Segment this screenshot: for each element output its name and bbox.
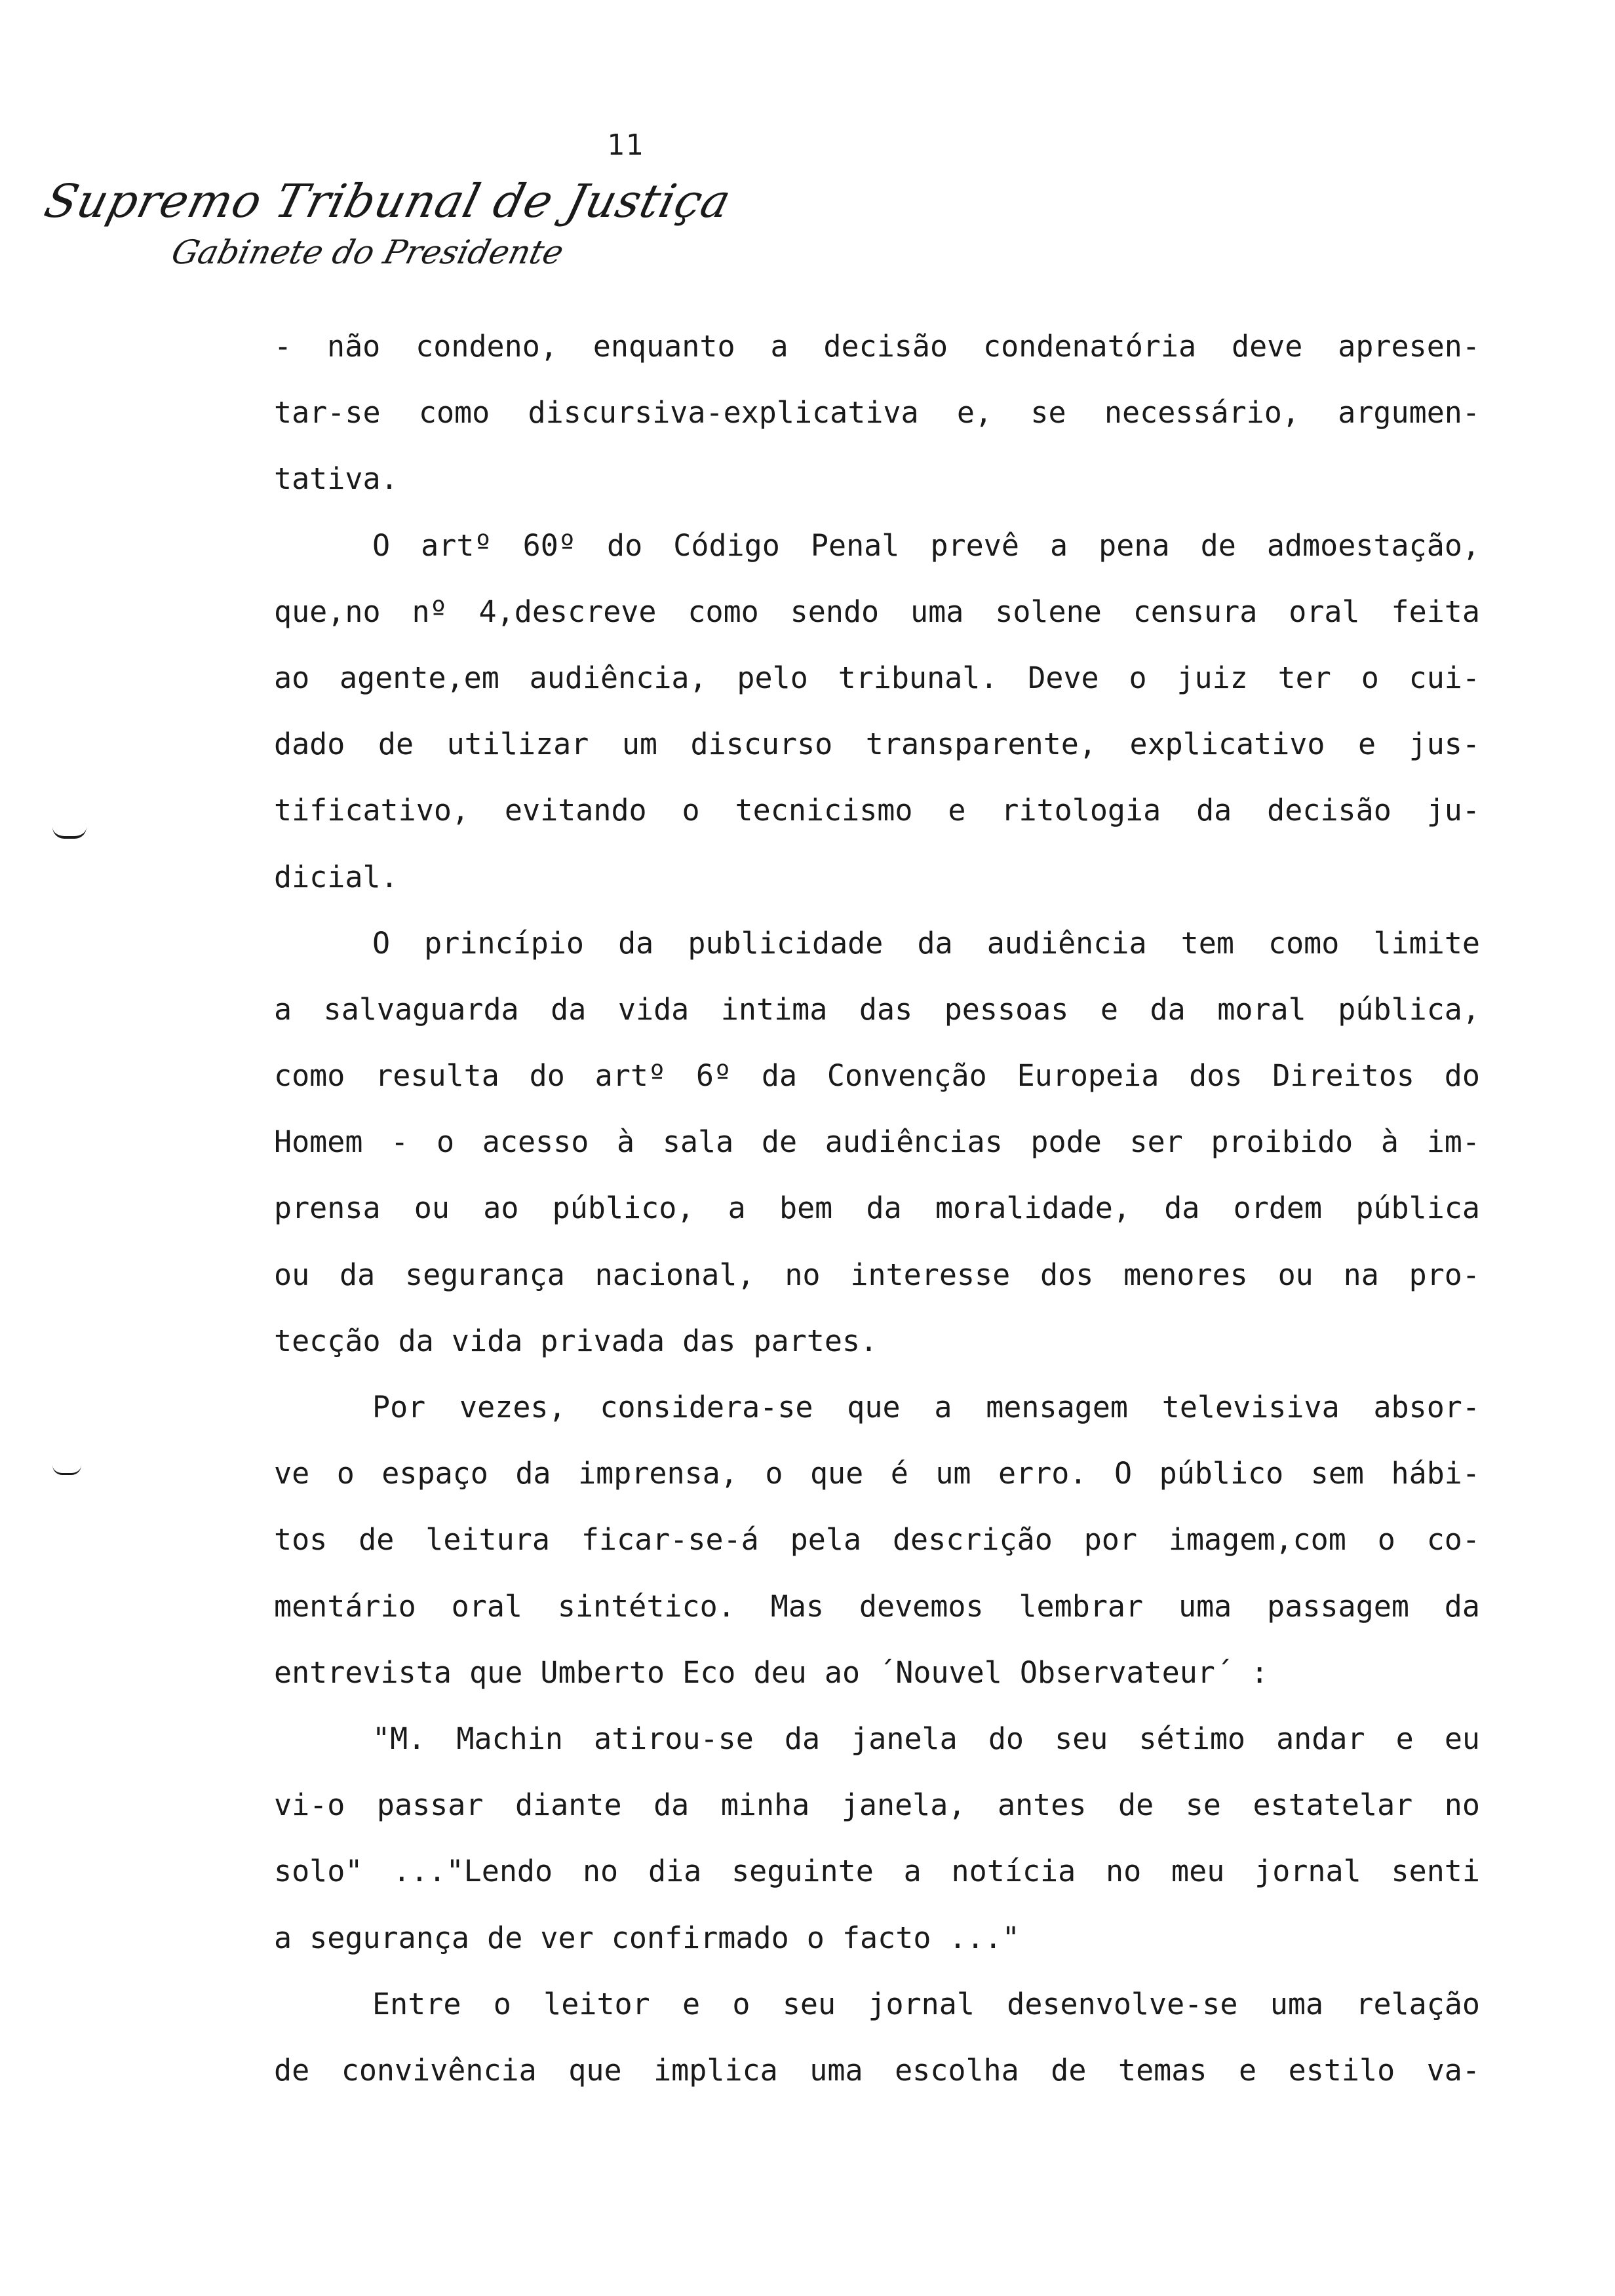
margin-mark	[52, 1465, 81, 1475]
text-line: tificativo, evitando o tecnicismo e ritologia da decisão ju-	[274, 793, 1480, 828]
text-line: prensa ou ao público, a bem da moralidade, da ordem pública	[274, 1191, 1480, 1226]
margin-mark	[52, 827, 87, 839]
text-line: O princípio da publicidade da audiência tem como limite	[372, 925, 1480, 961]
institution-name: Supremo Tribunal de Justiça	[39, 174, 737, 228]
text-line: tecção da vida privada das partes.	[274, 1323, 878, 1358]
text-line: entrevista que Umberto Eco deu ao ´Nouvel Observateur´ :	[274, 1655, 1269, 1690]
text-line: "M. Machin atirou-se da janela do seu sétimo andar e eu	[372, 1721, 1480, 1756]
text-line: ve o espaço da imprensa, o que é um erro. O público sem hábi-	[274, 1456, 1480, 1491]
text-line: solo" ..."Lendo no dia seguinte a notícia no meu jornal senti	[274, 1854, 1480, 1889]
text-line: O artº 60º do Código Penal prevê a pena de admoestação,	[372, 527, 1480, 563]
text-line: Por vezes, considera-se que a mensagem televisiva absor-	[372, 1390, 1480, 1425]
text-line: como resulta do artº 6º da Convenção Europeia dos Direitos do	[274, 1058, 1480, 1094]
text-line: - não condeno, enquanto a decisão condenatória deve apresen-	[274, 329, 1480, 364]
text-line: Entre o leitor e o seu jornal desenvolve-se uma relação	[372, 1986, 1480, 2021]
office-name: Gabinete do Presidente	[168, 233, 568, 271]
letterhead	[39, 174, 737, 271]
text-line: a segurança de ver confirmado o facto ..."	[274, 1920, 1020, 1955]
text-line: dicial.	[274, 859, 399, 894]
text-line: tativa.	[274, 461, 399, 497]
text-line: de convivência que implica uma escolha de temas e estilo va-	[274, 2052, 1480, 2088]
page-number: 11	[607, 128, 644, 162]
text-line: dado de utilizar um discurso transparente, explicativo e jus-	[274, 727, 1480, 762]
text-line: vi-o passar diante da minha janela, antes de se estatelar no	[274, 1788, 1480, 1823]
text-line: a salvaguarda da vida intima das pessoas e da moral pública,	[274, 991, 1480, 1027]
text-line: mentário oral sintético. Mas devemos lembrar uma passagem da	[274, 1588, 1480, 1624]
body-text	[274, 313, 1480, 2103]
text-line: tos de leitura ficar-se-á pela descrição por imagem,com o co-	[274, 1522, 1480, 1558]
text-line: tar-se como discursiva-explicativa e, se necessário, argumen-	[274, 395, 1480, 430]
text-line: Homem - o acesso à sala de audiências pode ser proibido à im-	[274, 1124, 1480, 1160]
text-line: ao agente,em audiência, pelo tribunal. Deve o juiz ter o cui-	[274, 660, 1480, 695]
text-line: que,no nº 4,descreve como sendo uma solene censura oral feita	[274, 594, 1480, 629]
text-line: ou da segurança nacional, no interesse dos menores ou na pro-	[274, 1257, 1480, 1292]
